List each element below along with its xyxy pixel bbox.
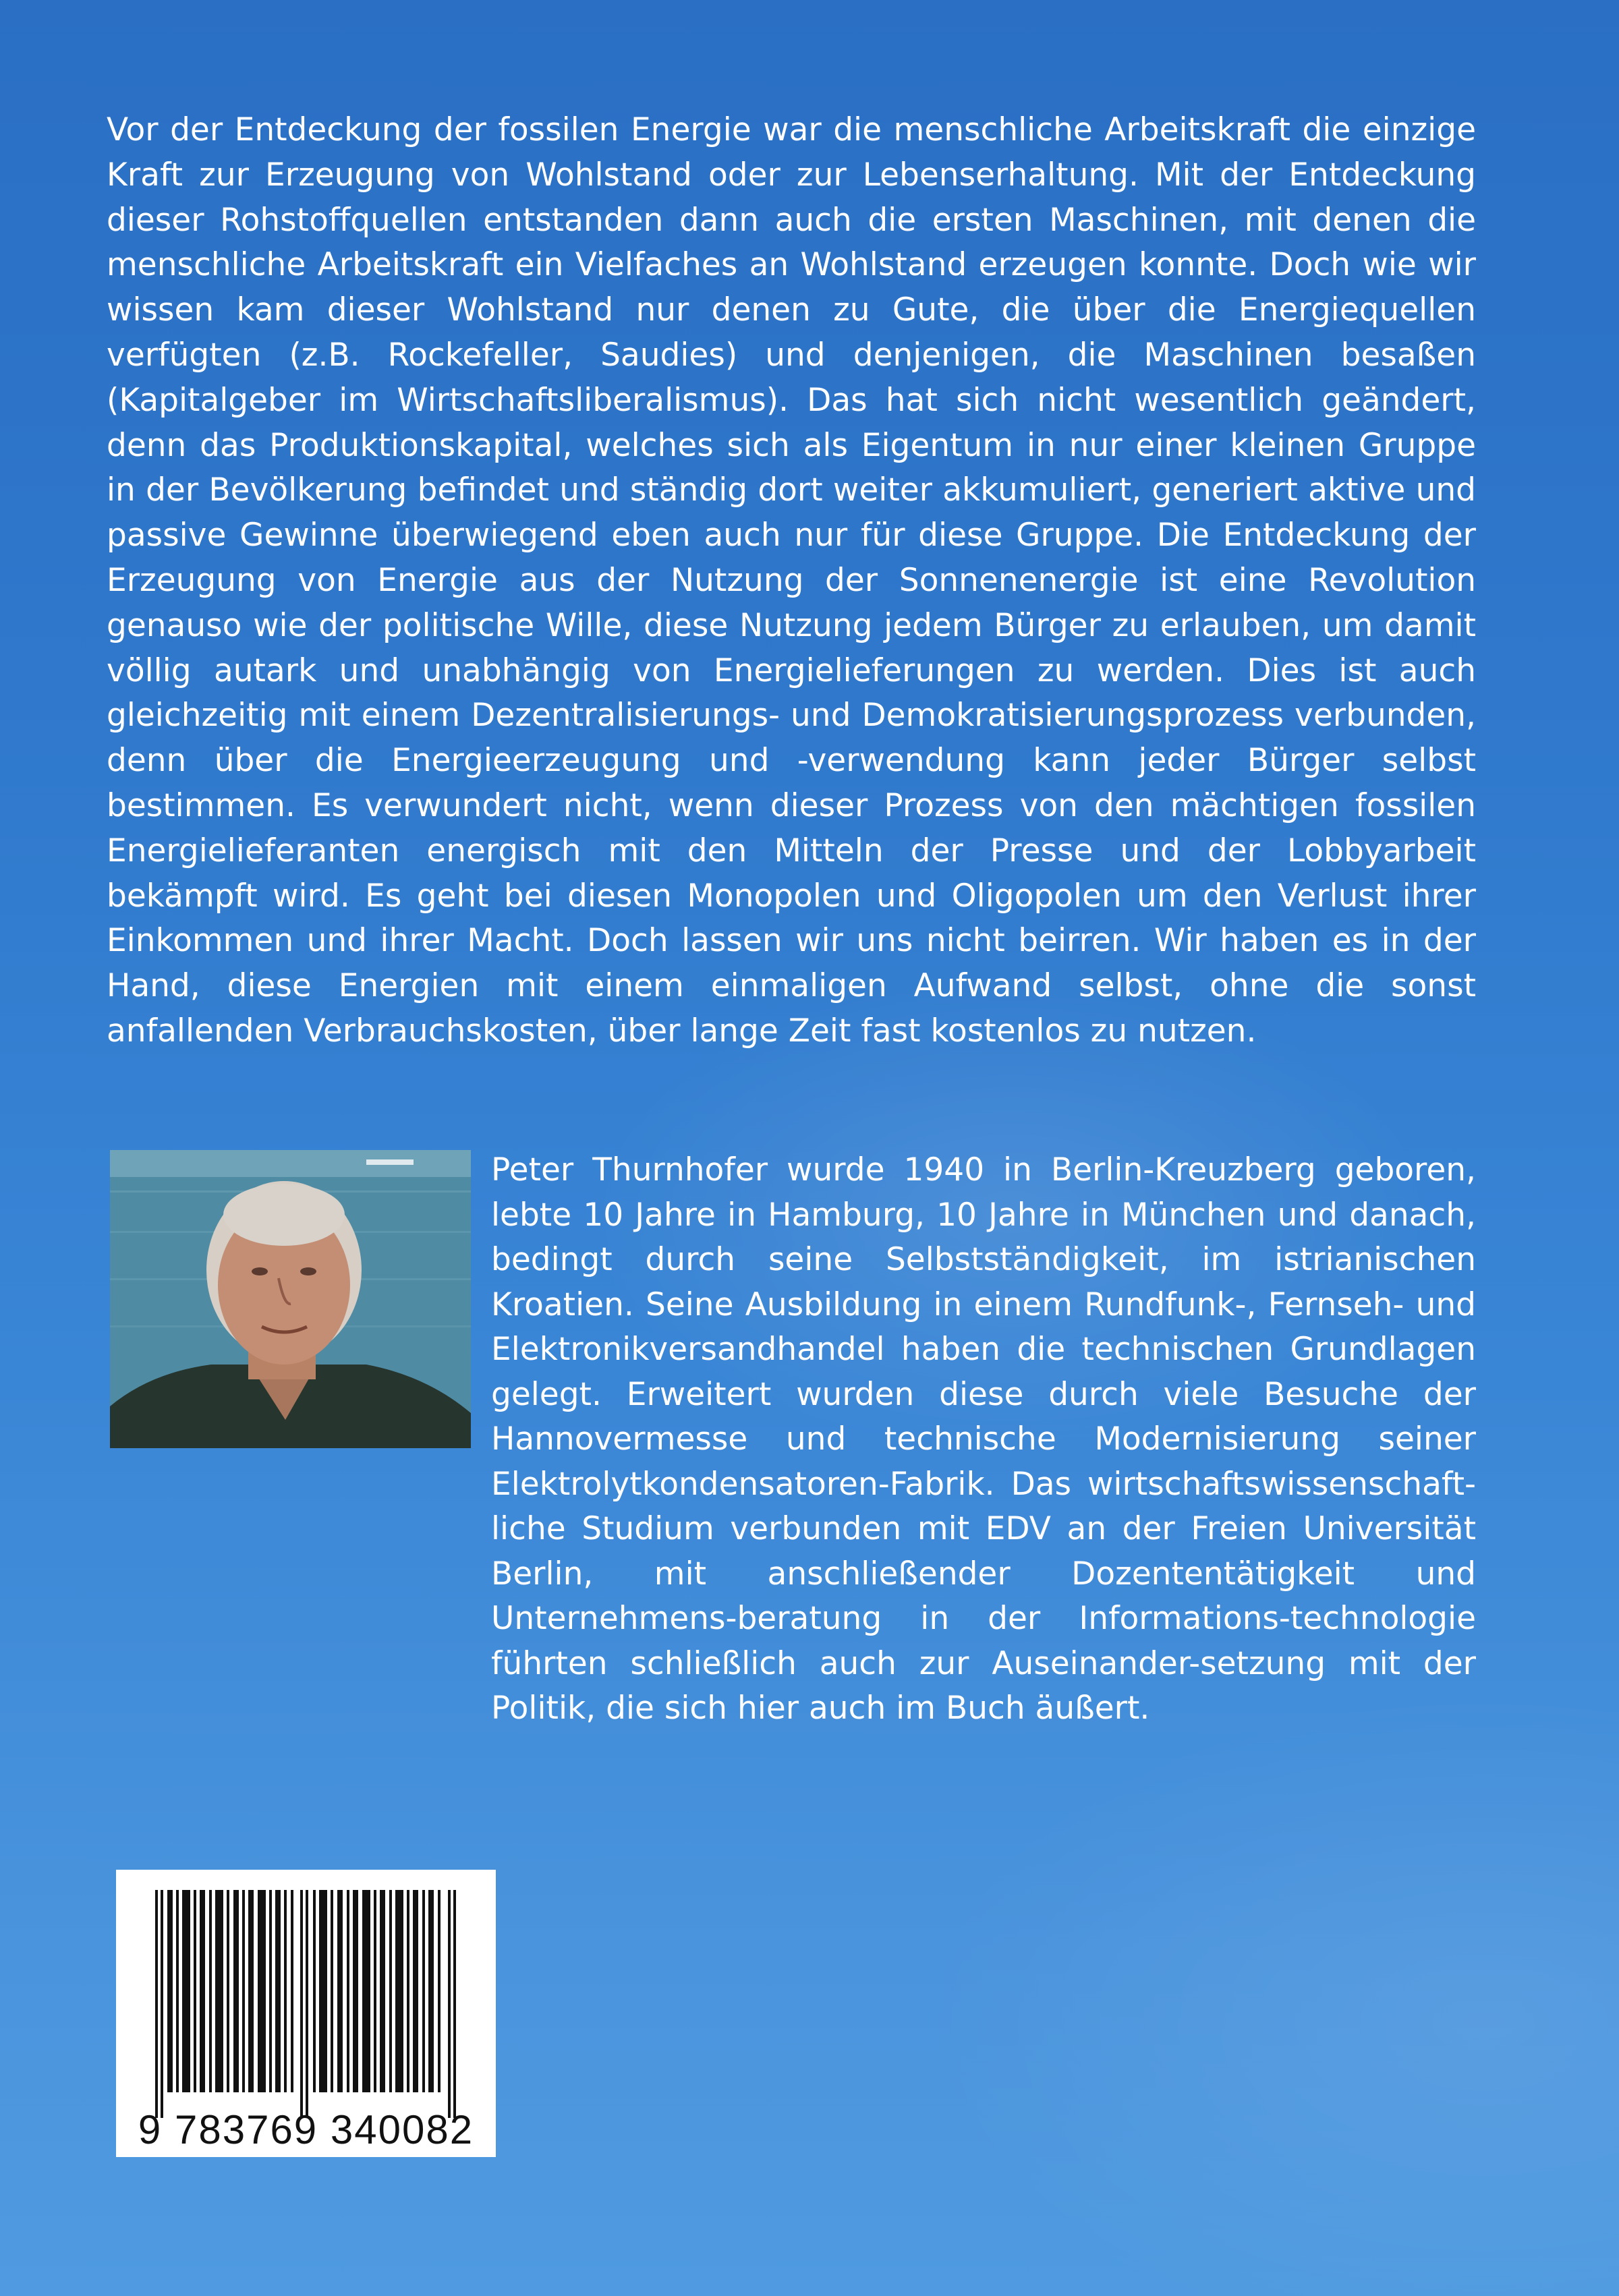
author-portrait-icon: [110, 1150, 471, 1448]
isbn-barcode: [116, 1870, 496, 2157]
blurb-text: Vor der Entdeckung der fossilen Energie war die menschliche Arbeitskraft die einzige Kraft zur Erzeugung von Wohlstand oder zur Lebenserhaltung. Mit der Entdeckung dieser Rohstoffquellen entstanden dann auch die ersten Maschinen, mit denen die menschliche Arbeitskraft ein Vielfaches an Wohlstand erzeugen konnte. Doch wie wir wissen kam dieser Wohlstand nur denen zu Gute, die über die Energiequellen verfügten (z.B. Rockefeller, Saudies) und denjenigen, die Maschinen besaßen (Kapitalgeber im Wirtschaftsliberalismus). Das hat sich nicht wesentlich geändert, denn das Produktionskapital, welches sich als Eigentum in nur einer kleinen Gruppe in der Bevölkerung befindet und ständig dort weiter akkumuliert, generiert aktive und passive Gewinne überwiegend eben auch nur für diese Gruppe. Die Entdeckung der Erzeugung von Energie aus der Nutzung der Sonnenenergie ist eine Revolution genauso wie der politische Wille, diese Nutzung jedem Bürger zu erlauben, um damit völlig autark und unabhängig von Energielieferungen zu werden. Dies ist auch gleichzeitig mit einem Dezentralisierungs- und Demokratisierungsprozess verbunden, denn über die Energieerzeugung und -verwendung kann jeder Bürger selbst bestimmen. Es verwundert nicht, wenn dieser Prozess von den mächtigen fossilen Energielieferanten energisch mit den Mitteln der Presse und der Lobbyarbeit bekämpft wird. Es geht bei diesen Monopolen und Oligopolen um den Verlust ihrer Einkommen und ihrer Macht. Doch lassen wir uns nicht beirren. Wir haben es in der Hand, diese Energien mit einem einmaligen Aufwand selbst, ohne die sonst anfallenden Verbrauchskosten, über lange Zeit fast kostenlos zu nutzen.: [107, 111, 1476, 1050]
isbn-number: 9 783769 340082: [138, 2107, 474, 2152]
barcode-bars-icon: [148, 1890, 465, 2118]
author-bio: Peter Thurnhofer wurde 1940 in Berlin-Kreuzberg geboren, lebte 10 Jahre in Hamburg, 10 Jahre in München und danach, bedingt durch seine Selbstständigkeit, im istrianischen Kroatien. Seine Ausbildung in einem Rundfunk-, Fernseh- und Elektronikversandhandel haben die technischen Grundlagen gelegt. Erweitert wurden diese durch viele Besuche der Hannovermesse und technische Modernisierung seiner Elektrolytkondensatoren-Fabrik. Das wirtschaftswissenschaft-liche Studium verbunden mit EDV an der Freien Universität Berlin, mit anschließender Dozententätigkeit und Unternehmens-beratung in der Informations-technologie führten schließlich auch zur Auseinander-setzung mit der Politik, die sich hier auch im Buch äußert.: [491, 1151, 1476, 1727]
author-photo: [110, 1150, 471, 1448]
